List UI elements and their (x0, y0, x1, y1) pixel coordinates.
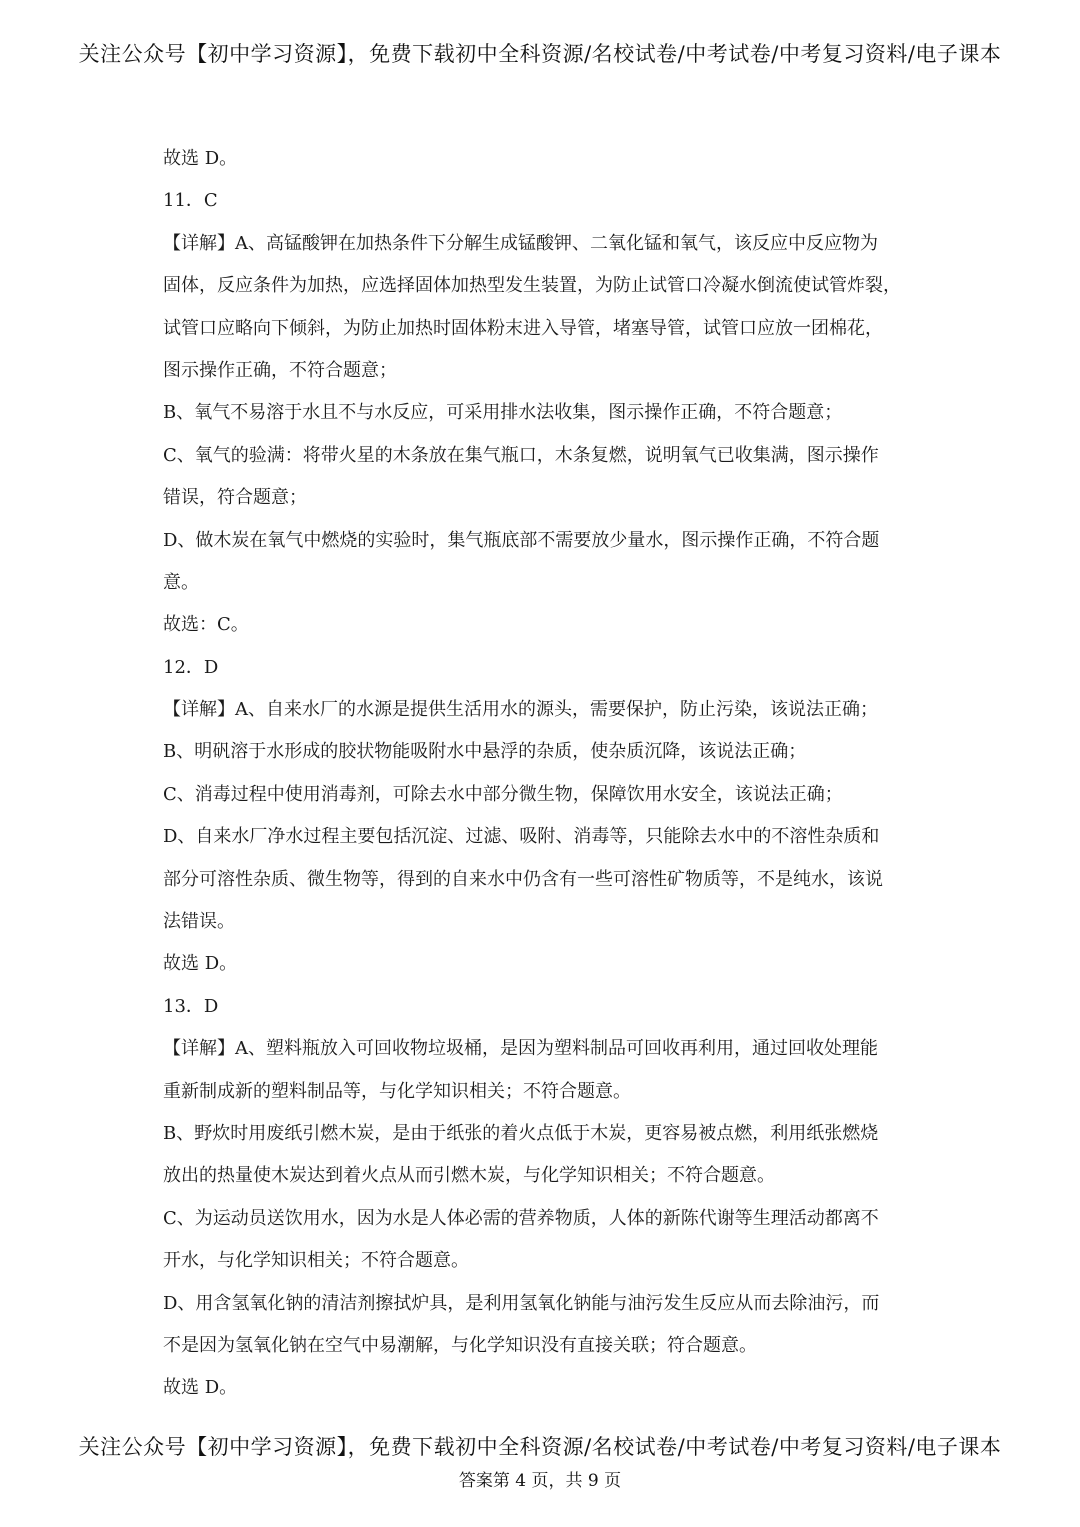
text-line: C、氧气的验满：将带火星的木条放在集气瓶口，木条复燃，说明氧气已收集满，图示操作 (163, 444, 879, 466)
text-line: C、为运动员送饮用水，因为水是人体必需的营养物质，人体的新陈代谢等生理活动都离不 (163, 1207, 879, 1229)
text-line: D、自来水厂净水过程主要包括沉淀、过滤、吸附、消毒等，只能除去水中的不溶性杂质和 (163, 826, 880, 848)
text-line: 故选 D。 (163, 953, 238, 975)
text-line: B、野炊时用废纸引燃木炭，是由于纸张的着火点低于木炭，更容易被点燃，利用纸张燃烧 (163, 1122, 879, 1144)
footer-banner: 关注公众号【初中学习资源】，免费下载初中全科资源/名校试卷/中考试卷/中考复习资料/电子课本 (78, 1435, 1002, 1459)
text-line: 试管口应略向下倾斜，为防止加热时固体粉末进入导管，堵塞导管，试管口应放一团棉花， (163, 317, 883, 339)
text-line: 【详解】A、塑料瓶放入可回收物垃圾桶，是因为塑料制品可回收再利用，通过回收处理能 (163, 1038, 878, 1060)
text-line: 固体，反应条件为加热，应选择固体加热型发生装置，为防止试管口冷凝水倒流使试管炸裂， (163, 275, 901, 297)
text-line: 故选 D。 (163, 1377, 238, 1399)
page-number: 答案第 4 页，共 9 页 (458, 1471, 622, 1491)
text-line: 重新制成新的塑料制品等，与化学知识相关；不符合题意。 (163, 1080, 631, 1102)
question-number: 13．D (163, 995, 219, 1017)
text-line: 意。 (163, 571, 199, 593)
answer-content (163, 138, 923, 1410)
text-line: 不是因为氢氧化钠在空气中易潮解，与化学知识没有直接关联；符合题意。 (163, 1334, 757, 1356)
text-line: 故选：C。 (163, 614, 249, 636)
text-line: 放出的热量使木炭达到着火点从而引燃木炭，与化学知识相关；不符合题意。 (163, 1165, 775, 1187)
text-line: 图示操作正确，不符合题意； (163, 359, 397, 381)
question-number: 11．C (163, 190, 218, 212)
text-line: D、做木炭在氧气中燃烧的实验时，集气瓶底部不需要放少量水，图示操作正确，不符合题 (163, 529, 880, 551)
text-line: 错误，符合题意； (163, 487, 307, 509)
text-line: 故选 D。 (163, 148, 238, 169)
text-line: 部分可溶性杂质、微生物等，得到的自来水中仍含有一些可溶性矿物质等，不是纯水，该说 (163, 868, 883, 890)
text-line: B、明矾溶于水形成的胶状物能吸附水中悬浮的杂质，使杂质沉降，该说法正确； (163, 741, 807, 763)
header-banner: 关注公众号【初中学习资源】，免费下载初中全科资源/名校试卷/中考试卷/中考复习资料/电子课本 (78, 42, 1002, 66)
text-line: 法错误。 (163, 911, 235, 933)
text-line: 【详解】A、自来水厂的水源是提供生活用水的源头，需要保护，防止污染，该说法正确； (163, 699, 878, 721)
text-line: B、氧气不易溶于水且不与水反应，可采用排水法收集，图示操作正确，不符合题意； (163, 402, 843, 424)
text-line: 开水，与化学知识相关；不符合题意。 (163, 1250, 469, 1272)
text-line: 【详解】A、高锰酸钾在加热条件下分解生成锰酸钾、二氧化锰和氧气，该反应中反应物为 (163, 232, 878, 254)
question-number: 12．D (163, 656, 219, 678)
text-line: C、消毒过程中使用消毒剂，可除去水中部分微生物，保障饮用水安全，该说法正确； (163, 783, 843, 805)
text-line: D、用含氢氧化钠的清洁剂擦拭炉具，是利用氢氧化钠能与油污发生反应从而去除油污，而 (163, 1292, 880, 1314)
